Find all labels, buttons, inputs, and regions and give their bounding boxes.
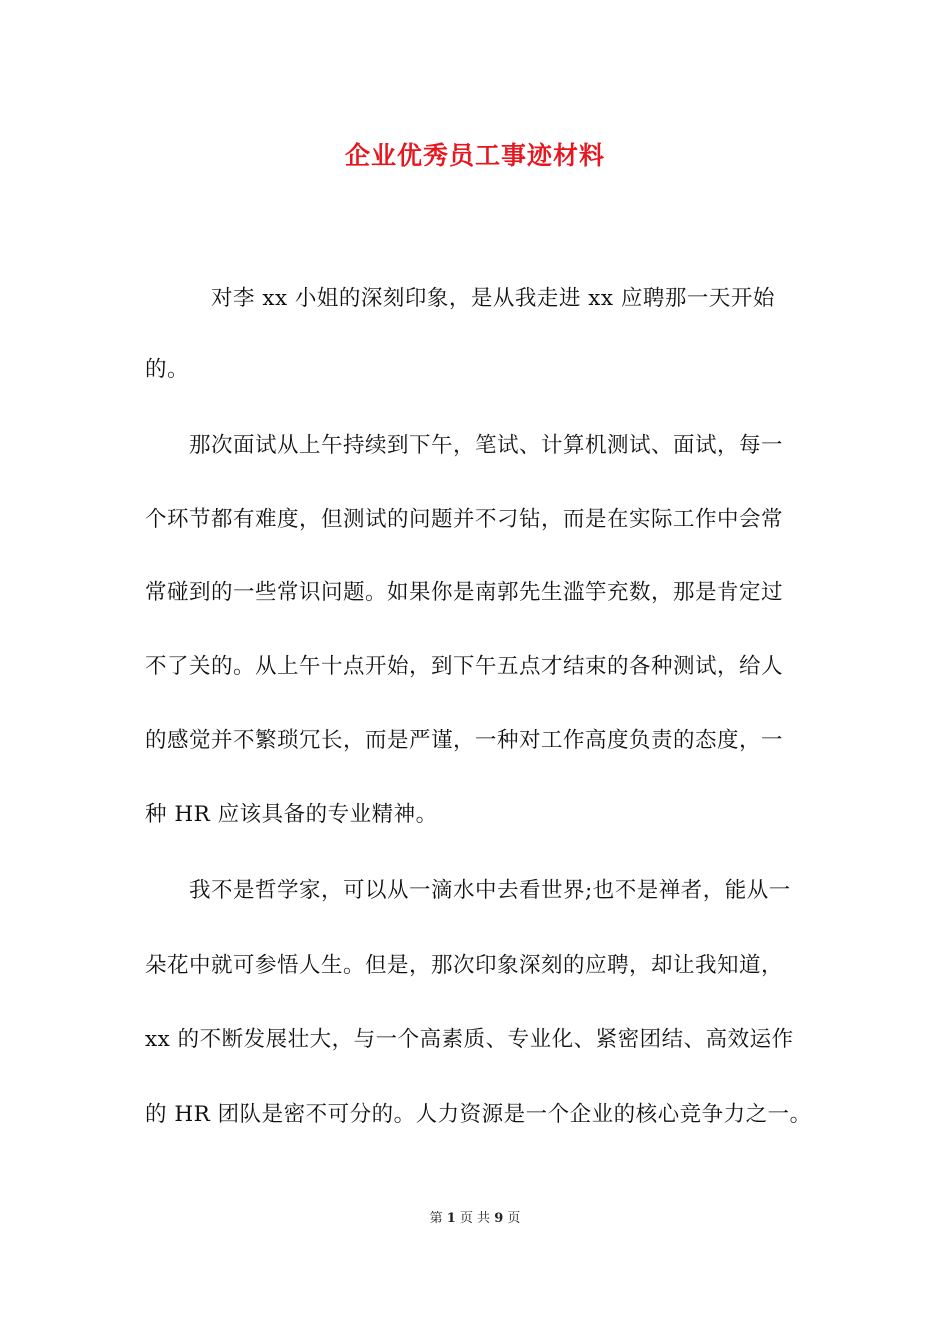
body-line: 的。 [145,357,190,382]
footer-page-number: 1 [446,1211,456,1226]
footer-suffix: 页 [507,1211,521,1226]
body-line: 那次面试从上午持续到下午，笔试、计算机测试、面试，每一 [145,433,784,458]
body-line: 常碰到的一些常识问题。如果你是南郭先生滥竽充数，那是肯定过 [145,580,784,605]
body-line: 我不是哲学家，可以从一滴水中去看世界;也不是禅者，能从一 [145,878,791,903]
body-line: 朵花中就可参悟人生。但是，那次印象深刻的应聘，却让我知道， [145,953,784,978]
body-line: 对李 xx 小姐的深刻印象，是从我走进 xx 应聘那一天开始 [145,286,775,311]
document-title: 企业优秀员工事迹材料 [344,141,605,170]
body-line: 种 HR 应该具备的专业精神。 [145,802,438,827]
body-line: 的 HR 团队是密不可分的。人力资源是一个企业的核心竞争力之一。 [145,1102,812,1127]
body-line: 个环节都有难度，但测试的问题并不刁钻，而是在实际工作中会常 [145,507,784,532]
body-line: xx 的不断发展壮大，与一个高素质、专业化、紧密团结、高效运作 [145,1027,794,1052]
body-line: 的感觉并不繁琐冗长，而是严谨，一种对工作高度负责的态度，一 [145,728,784,753]
page-footer [0,1207,950,1226]
footer-middle: 页 共 [459,1211,491,1226]
body-line: 不了关的。从上午十点开始，到下午五点才结束的各种测试，给人 [145,654,784,679]
footer-prefix: 第 [429,1211,443,1226]
footer-total-pages: 9 [494,1211,504,1226]
